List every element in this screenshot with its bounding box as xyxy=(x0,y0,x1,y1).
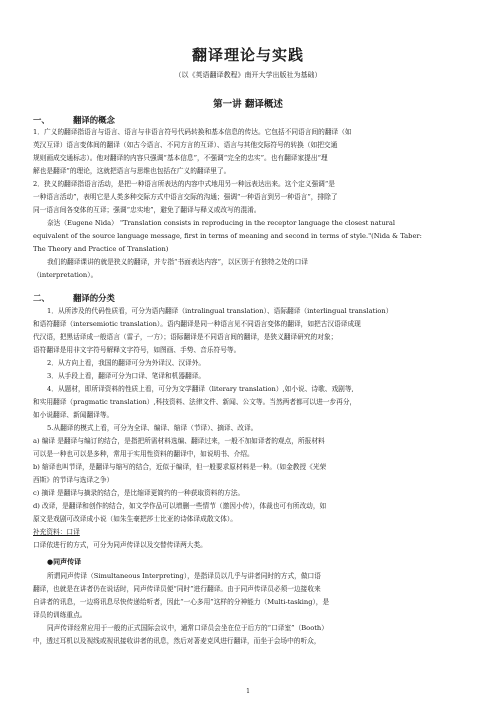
document-subtitle: （以《英语翻译教程》南开大学出版社为基础） xyxy=(174,71,322,79)
interpreting-paragraphs: 所谓同声传译（Simultaneous Interpreting），是指译员以几乎与讲者同时的方式，做口语 翻译，也就是在讲者仍在说话时，同声传译员便“同时”进行翻译。由于同声传译员必须一边接收来 自讲者的讯息，一边将讯息尽快传递给听者，因此“一心多用”这样的分神能力（Multi-tasking），是 译员的训练重点。 同声传译经常应用于一般的正式国际会议中，通常口译员会坐在位于后方的“口译室”（Booth） 中，透过耳机以及视线或视讯接收讲者的讯息，然后对著麦克风进行翻译，而坐于会场中的听众， xyxy=(33,572,330,645)
bullet-simultaneous: ●同声传译 xyxy=(47,557,82,566)
classification-paragraphs: 1．从所涉及的代码性质看，可分为语内翻译（intralingual translation）、语际翻译（interlingual translation） 和语符翻译（intersemiotic translation）。语内翻译是同一种语言见不同语言变体的翻译，如把古汉语译成现 代汉语，把黑话译成一般语言（雷子，一方）；语际翻译是不同语言间的翻译，是狭义翻译研究的对象； 语符翻译是用非文字符号解释文字符号，如图画、手势、音乐符号等。 2．从方向上看，我国的翻译可分为外译汉、汉译外。 3．从手段上看，翻译可分为口译、笔译和机器翻译。 4．从题材，即所译资料的性质上看，可分为文学翻译（literary translation）,如小说、诗歌、戏剧等, 和实用翻译（pragmatic translation）,科技资料、法律文件、新闻、公文等。当然两者都可以进一步再分， 如小说翻译、新闻翻译等。 5.从翻译的模式上看，可分为全译、编译、缩译（节译）、摘译、改译。 a) 编译 是翻译与编订的结合，是指把所需材料选编、翻译过来，一般不加如译者的观点，所报材料 可以是一种也可以是多种，常用于实用性资料的翻译中，如说明书、介绍。 b) 缩译也叫节译，是翻译与缩写的结合，近似于编译，但一般要求原材料是一种。（如金教授《光荣 西斯》的节译与选译之争） c) 摘译 是翻译与摘录的结合，是比缩译更简约的一种获取资料的方法。 d) 改译，是翻译和创作的结合，如文学作品可以增删一些情节（邀因小传），体裁也可有所改动，如 原文是戏剧可改译成小说（如朱生豪把莎士比亚的诗体译成散文体）。 补充资料：口译 口译依进行的方式，可分为同声传译以及交替传译两大类。 xyxy=(33,305,463,552)
lecture-heading: 第一讲 翻译概述 xyxy=(213,99,283,110)
section-heading-concept: 一、 翻译的概念 xyxy=(33,115,115,125)
document-title: 翻译理论与实践 xyxy=(191,46,304,64)
section-heading-classification: 二、 翻译的分类 xyxy=(33,293,115,303)
page-number: 1 xyxy=(246,688,250,695)
supplement-label: 补充资料：口译 xyxy=(33,528,80,536)
concept-paragraphs: 1．广义的翻译指语言与语言、语言与非语言符号代码转换和基本信息的传达。它包括不同语言间的翻译（如 英汉互译）语言变体间的翻译（如古今语言、不同方言的互译）、语言与其他交际符号的转换（如把交通 规则画成交通标志）。他对翻译的内容只强调“基本信息”，不强调“完全的忠实”。也有翻译家提出“理 解也是翻译”的理论，这就把语言与思维也包括在广义的翻译里了。 2．狭义的翻译指语言活动，是把一种语言所表达的内容中式地用另一种远表达出来。这个定义强调“是 一种语言活动”，表明它是人类多种交际方式中语言交际的沟通；强调“一种语言到另一种语言”，排除了 同一语言间各变体的互译；强调“忠实地”，避免了翻译与释义或改写的混淆。 奈达（Eugene Nida） "Translation consists in reproducing in the receptor language the closest natural equivalent of the source language message, first in terms of meaning and second in terms of style."(Nida & Taber: The Theory and Practice of Translation) 我们的翻译课讲的就是狭义的翻译，并专指“书面表达内容”，以区别于有独特之处的口译 （interpretation）。 xyxy=(33,128,422,279)
